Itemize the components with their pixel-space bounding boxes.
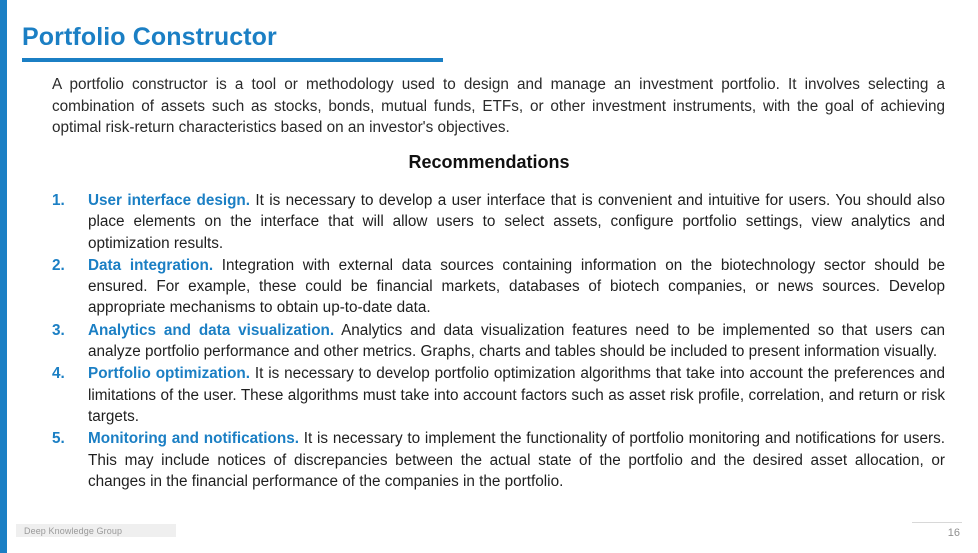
page-title: Portfolio Constructor <box>22 23 277 51</box>
footer-brand: Deep Knowledge Group <box>24 526 123 536</box>
list-item-lead: Analytics and data visualization. <box>88 321 335 339</box>
list-item-number: 5. <box>52 430 65 448</box>
recommendations-list <box>52 190 945 493</box>
list-item-text <box>88 428 945 492</box>
left-accent-bar <box>0 0 7 553</box>
list-item-number: 2. <box>52 256 65 274</box>
recommendations-heading: Recommendations <box>408 152 570 172</box>
list-item-text <box>88 190 945 254</box>
list-item-body: It is necessary to implement the functionality of portfolio monitoring and notifications for users. This may include notices of discrepancies between the actual state of the portfolio and the desired asset allocation, or changes in the financial performance of the companies in the portfolio. <box>88 430 945 490</box>
list-item-text <box>88 363 945 427</box>
list-item-body: It is necessary to develop portfolio optimization algorithms that take into account the preferences and limitations of the user. These algorithms must take into account factors such as asset risk profile, correlation, and return or risk targets. <box>88 365 945 425</box>
list-item <box>52 255 945 319</box>
list-item <box>52 190 945 254</box>
list-item <box>52 428 945 492</box>
list-item-body: Analytics and data visualization features need to be implemented so that users can analyze portfolio performance and other metrics. Graphs, charts and tables should be included to present information visually. <box>88 321 945 361</box>
list-item-lead: Portfolio optimization. <box>88 365 251 383</box>
list-item-body: It is necessary to develop a user interface that is convenient and intuitive for users. You should also place elements on the interface that will allow users to select assets, configure portfolio settings, view analytics and optimization results. <box>88 192 945 252</box>
list-item-number: 3. <box>52 321 65 339</box>
title-underline <box>22 58 443 62</box>
page-number-rule <box>912 522 962 523</box>
list-item-lead: User interface design. <box>88 192 251 209</box>
list-item-lead: Data integration. <box>88 256 214 274</box>
list-item-text <box>88 255 945 319</box>
intro-paragraph: A portfolio constructor is a tool or methodology used to design and manage an investment portfolio. It involves selecting a combination of assets such as stocks, bonds, mutual funds, ETFs, or other investment instruments, with the goal of achieving optimal risk-return characteristics based on an investor's objectives. <box>52 76 945 136</box>
list-item-number: 4. <box>52 365 65 383</box>
page-number: 16 <box>947 527 960 539</box>
list-item-lead: Monitoring and notifications. <box>88 430 299 448</box>
list-item <box>52 320 945 363</box>
list-item-number: 1. <box>52 192 65 209</box>
list-item <box>52 363 945 427</box>
list-item-text <box>88 320 945 363</box>
list-item-body: Integration with external data sources containing information on the biotechnology sector should be ensured. For example, these could be financial markets, databases of biotech companies, or news sources. Develop appropriate mechanisms to obtain up-to-date data. <box>88 256 946 317</box>
